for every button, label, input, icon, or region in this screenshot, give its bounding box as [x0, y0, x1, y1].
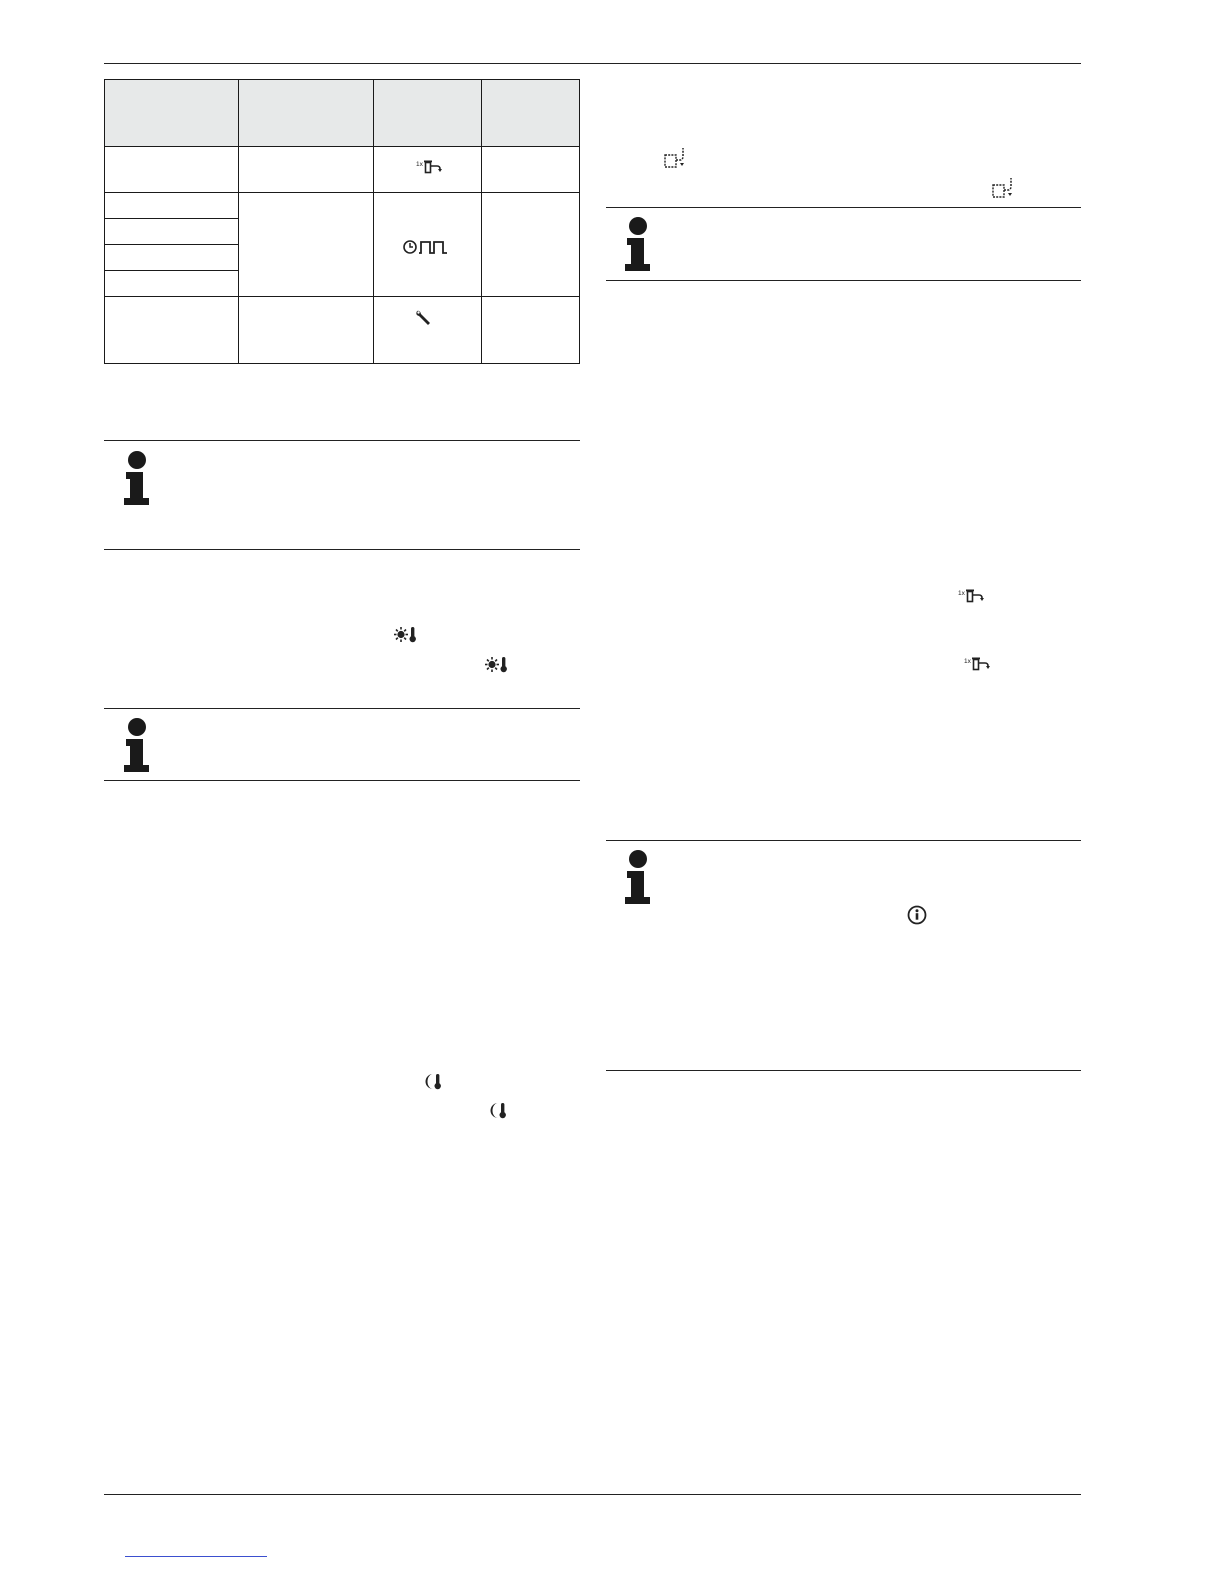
footer-rule [104, 1494, 1081, 1495]
sun-thermometer-icon [485, 656, 509, 673]
one-time-hot-water-icon [964, 656, 990, 672]
time-program-icon [403, 239, 451, 255]
moon-thermometer-icon [425, 1073, 443, 1090]
svg-text:1x: 1x [958, 590, 965, 597]
info-note-icon [122, 717, 152, 773]
svg-text:1x: 1x [416, 161, 423, 168]
right-note-2-top-rule [606, 840, 1081, 841]
note-1-top-rule [104, 440, 580, 441]
info-note-icon [623, 216, 653, 272]
boiler-tap-icon [664, 147, 686, 169]
info-note-icon [623, 849, 653, 905]
right-note-2-bottom-rule [606, 1070, 1081, 1071]
wrench-icon [414, 308, 434, 328]
boiler-tap-icon [992, 177, 1014, 199]
info-note-icon [122, 450, 152, 506]
note-2-top-rule [104, 708, 580, 709]
sun-thermometer-icon [394, 626, 418, 643]
moon-thermometer-icon [490, 1102, 508, 1119]
note-2-bottom-rule [104, 780, 580, 781]
note-1-bottom-rule [104, 549, 580, 550]
right-note-1-bottom-rule [606, 280, 1081, 281]
mode-table [104, 79, 580, 364]
info-circle-icon [907, 905, 927, 925]
one-time-hot-water-icon [958, 588, 984, 604]
svg-text:1x: 1x [964, 658, 971, 665]
one-time-hot-water-icon [416, 159, 442, 175]
header-rule [104, 63, 1081, 64]
right-note-1-top-rule [606, 207, 1081, 208]
link-underline[interactable] [125, 1556, 267, 1557]
